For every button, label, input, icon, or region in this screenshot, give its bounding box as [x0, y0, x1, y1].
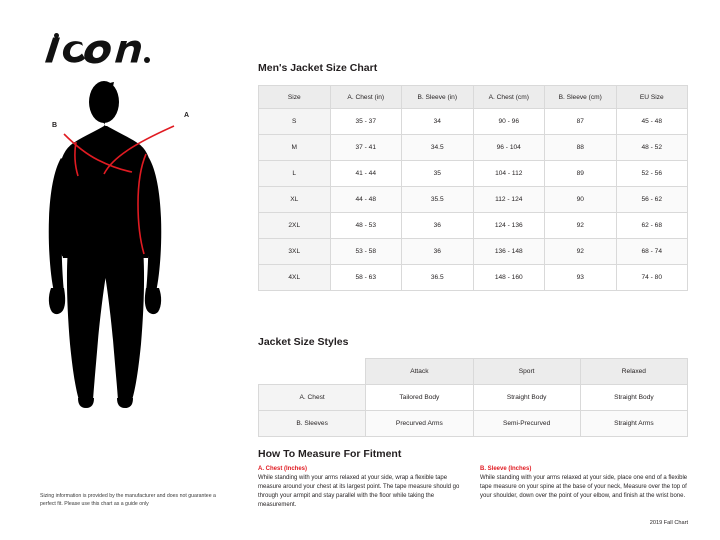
col-header-chest-cm: A. Chest (cm)	[473, 86, 545, 109]
measure-chest-column	[258, 466, 466, 510]
jacket-styles-table	[258, 358, 688, 437]
how-to-measure-title: How To Measure For Fitment	[258, 448, 402, 460]
cell-eu-size: 74 - 80	[616, 265, 688, 291]
cell-chest-cm: 112 - 124	[473, 187, 545, 213]
measure-sleeve-text: While standing with your arms relaxed at your side, place one end of a flexible tape measure on your spine at the base of your neck, Measure over the top of your shoulder, down over the point of your elbow, and finish at the wrist bone.	[480, 475, 688, 499]
cell-chest-cm: 104 - 112	[473, 161, 545, 187]
col-header-eu-size: EU Size	[616, 86, 688, 109]
cell-size: M	[259, 135, 331, 161]
body-measurement-figure	[28, 78, 228, 438]
cell-size: 2XL	[259, 213, 331, 239]
size-chart-table	[258, 85, 688, 291]
cell-attack-chest: Tailored Body	[366, 385, 473, 411]
cell-sleeve-in: 36.5	[402, 265, 474, 291]
cell-chest-in: 37 - 41	[330, 135, 402, 161]
cell-sleeve-cm: 88	[545, 135, 617, 161]
cell-eu-size: 68 - 74	[616, 239, 688, 265]
cell-chest-in: 48 - 53	[330, 213, 402, 239]
cell-relaxed-sleeves: Straight Arms	[580, 411, 687, 437]
cell-size: S	[259, 109, 331, 135]
measure-chest-text: While standing with your arms relaxed at your side, wrap a flexible tape measure around your chest at its largest point. The tape measure should go through your armpit and stay parallel with the floor while taking the measurement.	[258, 475, 460, 508]
cell-chest-cm: 148 - 160	[473, 265, 545, 291]
cell-eu-size: 62 - 68	[616, 213, 688, 239]
callout-label-b: B	[52, 122, 58, 129]
icon-wordmark-logo	[36, 32, 156, 68]
cell-chest-cm: 124 - 136	[473, 213, 545, 239]
measure-sleeve-column	[480, 466, 688, 510]
col-header-sleeve-cm: B. Sleeve (cm)	[545, 86, 617, 109]
size-chart-title: Men's Jacket Size Chart	[258, 62, 378, 74]
cell-eu-size: 48 - 52	[616, 135, 688, 161]
cell-chest-in: 41 - 44	[330, 161, 402, 187]
styles-corner-cell	[259, 359, 366, 385]
table-header-row	[259, 359, 688, 385]
sizing-disclaimer: Sizing information is provided by the manufacturer and does not guarantee a perfect fit. Please use this chart as a guide only	[40, 493, 216, 508]
cell-chest-in: 35 - 37	[330, 109, 402, 135]
col-header-relaxed: Relaxed	[580, 359, 687, 385]
table-row	[259, 385, 688, 411]
cell-relaxed-chest: Straight Body	[580, 385, 687, 411]
table-row	[259, 187, 688, 213]
jacket-size-styles-title: Jacket Size Styles	[258, 336, 349, 348]
cell-sport-chest: Straight Body	[473, 385, 580, 411]
cell-chest-cm: 96 - 104	[473, 135, 545, 161]
table-row	[259, 135, 688, 161]
cell-sleeve-cm: 92	[545, 213, 617, 239]
row-header-chest: A. Chest	[259, 385, 366, 411]
cell-chest-in: 44 - 48	[330, 187, 402, 213]
cell-sleeve-in: 36	[402, 239, 474, 265]
measure-chest-heading: A. Chest (Inches)	[258, 466, 308, 472]
cell-sleeve-in: 34.5	[402, 135, 474, 161]
cell-chest-cm: 90 - 96	[473, 109, 545, 135]
cell-size: 4XL	[259, 265, 331, 291]
table-row	[259, 239, 688, 265]
left-illustration-column	[0, 0, 250, 540]
cell-eu-size: 56 - 62	[616, 187, 688, 213]
callout-label-a: A	[184, 112, 190, 119]
col-header-chest-in: A. Chest (in)	[330, 86, 402, 109]
col-header-size: Size	[259, 86, 331, 109]
cell-chest-in: 58 - 63	[330, 265, 402, 291]
cell-sleeve-cm: 90	[545, 187, 617, 213]
cell-sleeve-cm: 89	[545, 161, 617, 187]
row-header-sleeves: B. Sleeves	[259, 411, 366, 437]
cell-sleeve-cm: 92	[545, 239, 617, 265]
chart-edition-note: 2019 Fall Chart	[649, 520, 688, 526]
cell-sleeve-in: 35.5	[402, 187, 474, 213]
cell-chest-cm: 136 - 148	[473, 239, 545, 265]
measure-sleeve-heading: B. Sleeve (Inches)	[480, 466, 532, 472]
cell-eu-size: 52 - 56	[616, 161, 688, 187]
cell-sport-sleeves: Semi-Precurved	[473, 411, 580, 437]
cell-sleeve-cm: 93	[545, 265, 617, 291]
table-row	[259, 265, 688, 291]
col-header-sport: Sport	[473, 359, 580, 385]
cell-size: L	[259, 161, 331, 187]
cell-eu-size: 45 - 48	[616, 109, 688, 135]
table-row	[259, 411, 688, 437]
col-header-sleeve-in: B. Sleeve (in)	[402, 86, 474, 109]
table-row	[259, 109, 688, 135]
table-row	[259, 161, 688, 187]
how-to-measure-block	[258, 466, 688, 510]
cell-sleeve-cm: 87	[545, 109, 617, 135]
cell-size: XL	[259, 187, 331, 213]
cell-sleeve-in: 35	[402, 161, 474, 187]
table-header-row	[259, 86, 688, 109]
cell-sleeve-in: 34	[402, 109, 474, 135]
table-row	[259, 213, 688, 239]
col-header-attack: Attack	[366, 359, 473, 385]
cell-attack-sleeves: Precurved Arms	[366, 411, 473, 437]
cell-chest-in: 53 - 58	[330, 239, 402, 265]
cell-size: 3XL	[259, 239, 331, 265]
cell-sleeve-in: 36	[402, 213, 474, 239]
